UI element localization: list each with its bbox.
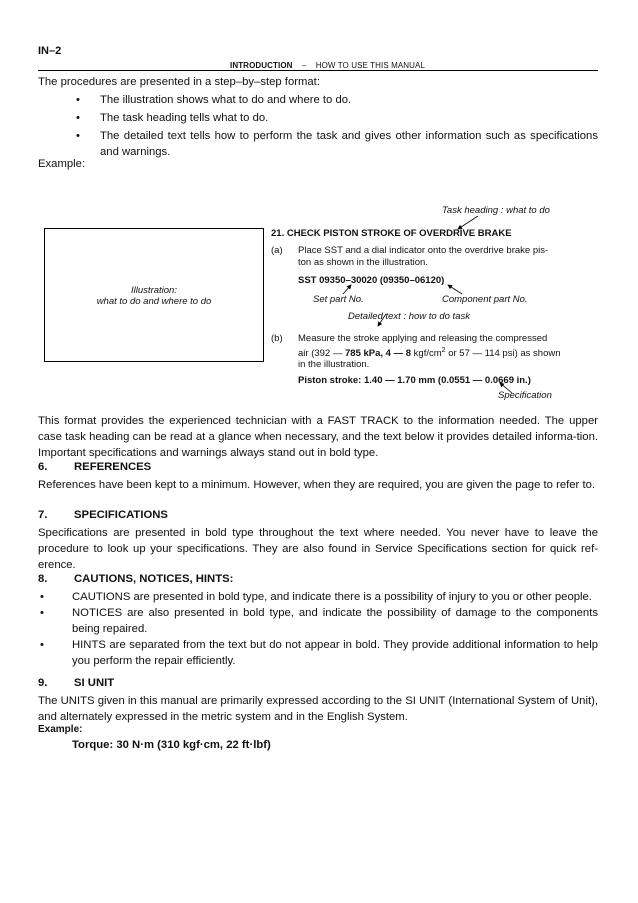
section-heading-si-unit [38, 677, 114, 689]
list-item [38, 605, 598, 637]
detailed-text-arrow [378, 314, 386, 326]
step-b-line2-unit: kgf/cm [413, 347, 442, 359]
specification-arrow [500, 383, 512, 393]
cautions-bullet-list [38, 589, 598, 669]
set-part-note: Set part No. [313, 294, 364, 305]
bullet-icon: • [40, 591, 44, 603]
task-heading-arrow [458, 216, 478, 229]
bullet-icon: • [76, 130, 80, 142]
intro-bullet-text: The detailed text tells how to perform the task and gives other information such as specifications and warnings. [100, 130, 598, 158]
set-part-arrow [343, 285, 351, 294]
step-a-label: (a) [271, 245, 283, 256]
header-section: INTRODUCTION [230, 61, 293, 70]
section-title: REFERENCES [74, 461, 152, 473]
list-item [38, 589, 598, 605]
torque-example: Torque: 30 N·m (310 kgf·cm, 22 ft·lbf) [72, 739, 271, 751]
bullet-icon: • [40, 607, 44, 619]
bullet-icon: • [76, 94, 80, 106]
caution-bullet-text: CAUTIONS are presented in bold type, and indicate there is a possibility of injury to you or other people. [72, 591, 592, 603]
list-item [38, 637, 598, 669]
header-dash: – [301, 61, 307, 70]
fast-track-paragraph: This format provides the experienced technician with a FAST TRACK to the information needed. The upper case task heading can be read at a glance when necessary, and the text below it provides detailed informa-tion. Important specifications and warnings always stand out in bold type. [38, 415, 598, 459]
intro-bullet-text: The illustration shows what to do and where to do. [100, 94, 352, 106]
header-title: HOW TO USE THIS MANUAL [315, 61, 426, 70]
page-number: IN–2 [38, 45, 62, 57]
piston-stroke-spec: Piston stroke: 1.40 — 1.70 mm (0.0551 — 0.0669 in.) [298, 375, 531, 386]
hint-bullet-text: HINTS are separated from the text but do not appear in bold. They provide additional information to help you perform the repair efficiently. [72, 639, 598, 667]
section-number: 9. [38, 677, 48, 689]
task-heading-note: Task heading : what to do [442, 205, 550, 216]
section-title: SPECIFICATIONS [74, 509, 168, 521]
step-b-line2-pre: air (392 — [298, 347, 343, 359]
step-b-line2-bold: 785 kPa, 4 — 8 [345, 347, 412, 359]
step-a-line2: ton as shown in the illustration. [298, 256, 428, 268]
si-unit-example-label: Example: [38, 724, 83, 735]
bullet-icon: • [76, 112, 80, 124]
step-b-label: (b) [271, 333, 283, 344]
si-unit-text: The UNITS given in this manual are primarily expressed according to the SI UNIT (International System of Unit), and alternately expressed in the metric system and in the English System. [38, 695, 598, 723]
intro-example-label: Example: [38, 158, 86, 170]
section-number: 6. [38, 461, 48, 473]
section-number: 8. [38, 573, 48, 585]
section-heading-specifications [38, 509, 168, 521]
illustration-line2: what to do and where to do [96, 296, 212, 307]
step-b-superscript: 2 [441, 346, 446, 354]
section-title: CAUTIONS, NOTICES, HINTS: [74, 573, 234, 585]
illustration-line1: Illustration: [131, 285, 177, 296]
step-title: 21. CHECK PISTON STROKE OF OVERDRIVE BRAKE [271, 228, 512, 239]
intro-bullet-text: The task heading tells what to do. [100, 112, 269, 124]
section-title: SI UNIT [74, 677, 115, 689]
specifications-text: Specifications are presented in bold type throughout the text where needed. You never have to leave the procedure to look up your specifications. They are also found in Service Specifications section for quick ref-erence. [38, 527, 598, 571]
section-heading-cautions [38, 573, 233, 585]
step-b-line3: in the illustration. [298, 359, 370, 371]
detailed-text-note: Detailed text : how to do task [348, 311, 470, 322]
bullet-icon: • [40, 639, 44, 651]
specification-note: Specification [498, 390, 552, 401]
references-text: References have been kept to a minimum. However, when they are required, you are given the page to refer to. [38, 479, 596, 491]
notice-bullet-text: NOTICES are also presented in bold type, and indicate the possibility of damage to the components being repaired. [72, 607, 598, 635]
section-heading-references [38, 461, 151, 473]
step-b-line1: Measure the stroke applying and releasing the compressed [298, 333, 548, 344]
intro-lead: The procedures are presented in a step–by–step format: [38, 76, 320, 88]
component-part-note: Component part No. [442, 294, 528, 305]
step-a-line1: Place SST and a dial indicator onto the overdrive brake pis- [298, 245, 549, 256]
section-number: 7. [38, 509, 48, 521]
component-part-arrow [448, 285, 462, 294]
step-b-line2-tail: or 57 — 114 psi) as shown [448, 347, 561, 359]
sst-number: SST 09350–30020 (09350–06120) [298, 275, 445, 286]
